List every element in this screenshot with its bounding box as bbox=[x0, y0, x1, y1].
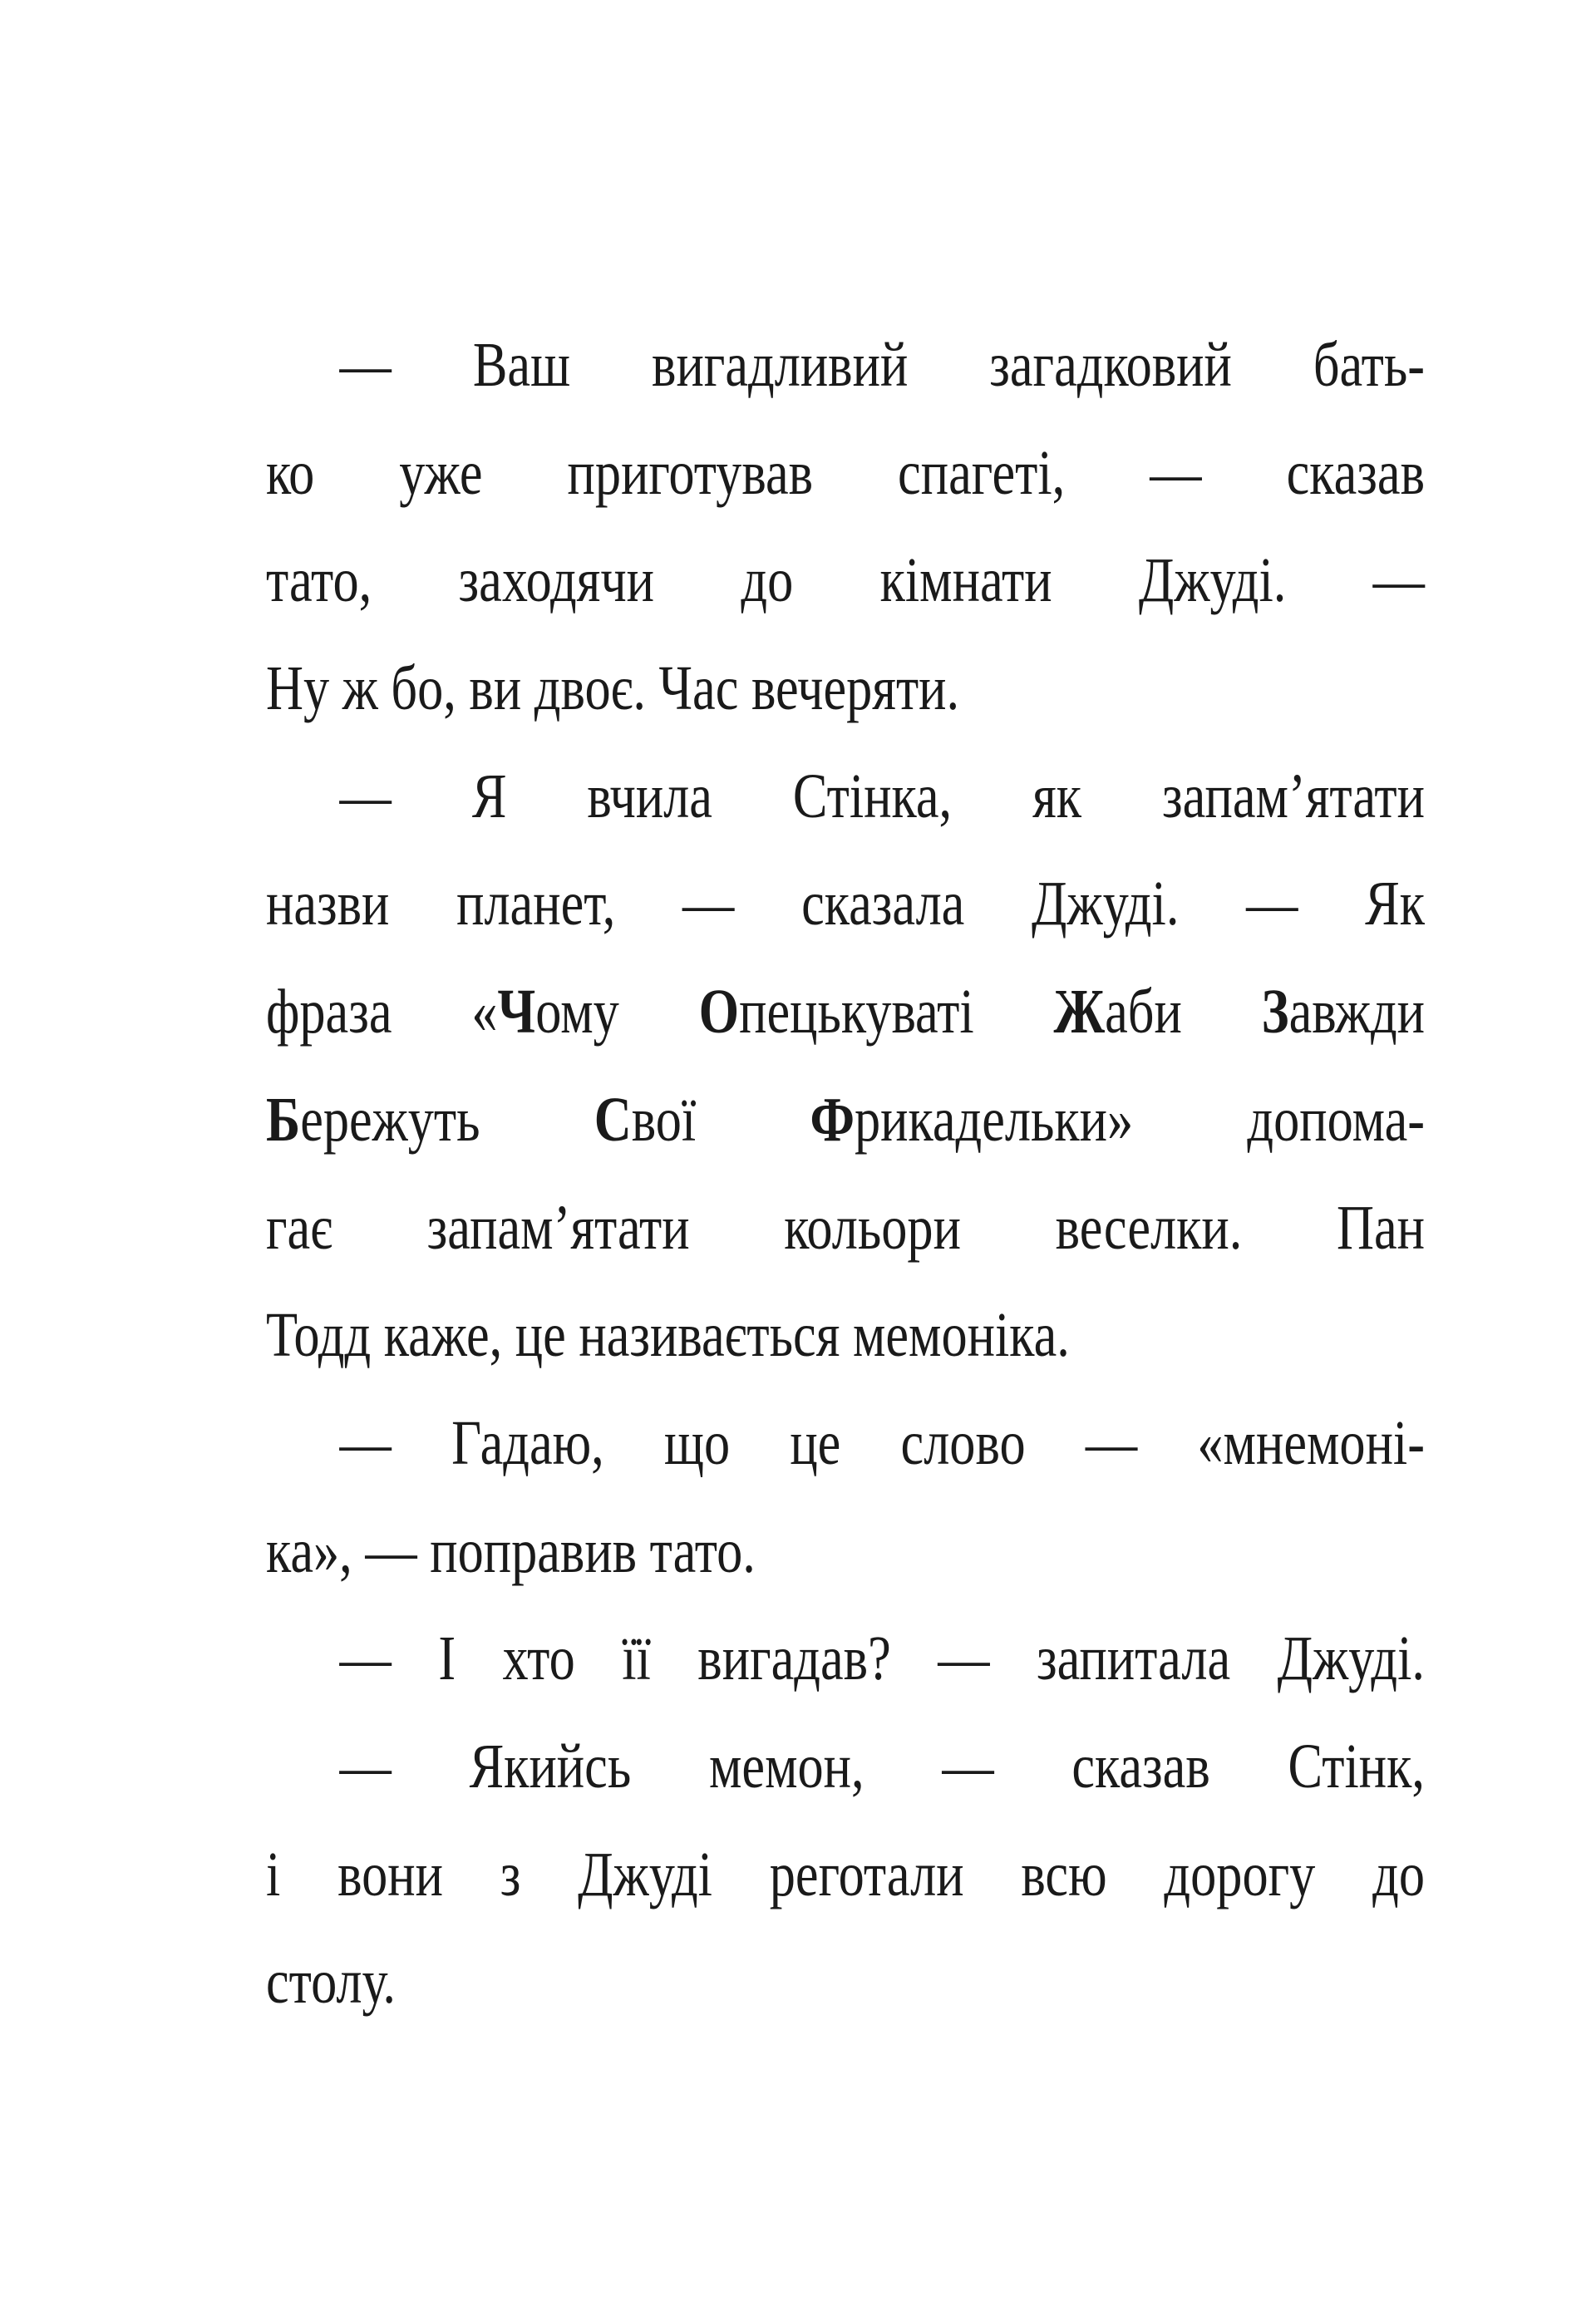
bold-initial: З bbox=[1261, 977, 1289, 1047]
text-line bbox=[266, 312, 1425, 420]
text-line bbox=[266, 635, 1425, 743]
text-line bbox=[266, 1605, 1425, 1713]
text-line bbox=[266, 850, 1425, 958]
text-segment: ому bbox=[535, 977, 699, 1047]
bold-initial: Ф bbox=[810, 1084, 855, 1155]
text-segment: гає запам’ятати кольори веселки. Пан bbox=[266, 1192, 1425, 1263]
text-segment: аби bbox=[1105, 977, 1262, 1047]
text-line bbox=[266, 1282, 1425, 1390]
text-line bbox=[266, 1390, 1425, 1498]
book-page-text bbox=[266, 312, 1596, 2037]
bold-initial: О bbox=[698, 977, 740, 1047]
text-segment: — Гадаю, що це слово — «мнемоні- bbox=[339, 1407, 1425, 1478]
text-segment: тато, заходячи до кімнати Джуді. — bbox=[266, 545, 1425, 616]
text-line bbox=[266, 1498, 1425, 1606]
bold-initial: Ж bbox=[1053, 977, 1106, 1047]
text-line bbox=[266, 1713, 1425, 1821]
text-segment: столу. bbox=[266, 1947, 397, 2018]
text-segment: Тодд каже, це називається мемоніка. bbox=[266, 1300, 1070, 1371]
text-line bbox=[266, 958, 1425, 1067]
bold-initial: С bbox=[594, 1084, 632, 1155]
text-segment: — Я вчила Стінка, як запам’ятати bbox=[339, 761, 1425, 831]
bold-initial: Б bbox=[266, 1084, 301, 1155]
text-line bbox=[266, 1929, 1425, 2037]
text-line bbox=[266, 1821, 1425, 1929]
bold-initial: Ч bbox=[497, 977, 536, 1047]
text-line bbox=[266, 527, 1425, 635]
text-segment: фраза « bbox=[266, 977, 498, 1047]
text-segment: і вони з Джуді реготали всю дорогу до bbox=[266, 1839, 1425, 1909]
text-segment: ко уже приготував спагеті, — сказав bbox=[266, 437, 1425, 508]
text-segment: — Якийсь мемон, — сказав Стінк, bbox=[339, 1731, 1425, 1801]
text-segment: ережуть bbox=[300, 1084, 594, 1155]
text-segment: вої bbox=[631, 1084, 810, 1155]
text-segment: рикадельки» допома- bbox=[854, 1084, 1425, 1155]
text-segment: Ну ж бо, ви двоє. Час вечеряти. bbox=[266, 653, 960, 724]
text-line bbox=[266, 743, 1425, 851]
text-segment: авжди bbox=[1288, 977, 1425, 1047]
text-segment: пецькуваті bbox=[739, 977, 1054, 1047]
text-line bbox=[266, 1067, 1425, 1175]
text-segment: назви планет, — сказала Джуді. — Як bbox=[266, 869, 1425, 939]
text-segment: ка», — поправив тато. bbox=[266, 1515, 756, 1586]
text-segment: — Ваш вигадливий загадковий бать- bbox=[339, 330, 1425, 400]
text-line bbox=[266, 1175, 1425, 1283]
text-line bbox=[266, 420, 1425, 528]
text-segment: — І хто її вигадав? — запитала Джуді. bbox=[339, 1624, 1425, 1694]
